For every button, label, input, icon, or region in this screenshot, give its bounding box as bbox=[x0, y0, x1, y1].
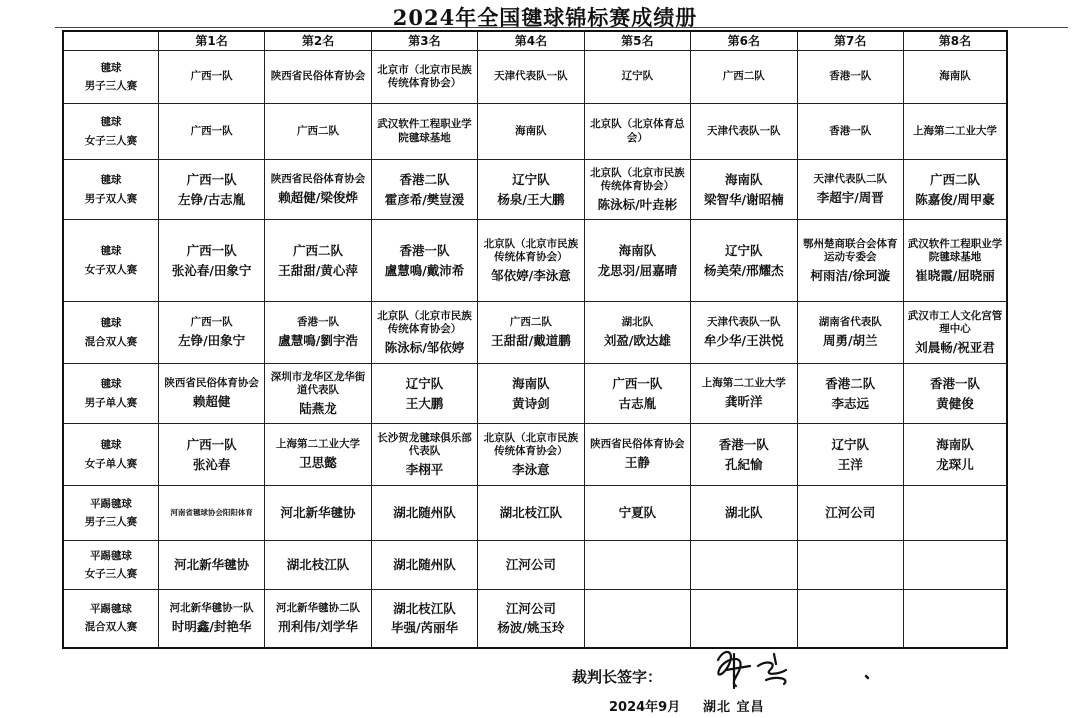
top-rule bbox=[55, 27, 1068, 28]
event-cell bbox=[63, 220, 158, 302]
player-names: 盧慧鳴/戴沛希 bbox=[384, 262, 465, 278]
team-name: 北京队（北京体育总会） bbox=[590, 118, 685, 144]
team-name: 上海第二工业大学 bbox=[276, 438, 361, 451]
result-cell bbox=[478, 424, 584, 486]
team-name: 湖北队 bbox=[621, 316, 654, 329]
event-cell bbox=[63, 302, 158, 364]
event-label: 平踢毽球 bbox=[89, 497, 132, 510]
player-names: 杨波/姚玉玲 bbox=[497, 620, 565, 636]
player-names: 霍彦希/樊豈湲 bbox=[384, 191, 465, 207]
result-cell bbox=[158, 104, 264, 160]
team-name: 北京市（北京市民族传统体育协会） bbox=[377, 63, 472, 89]
team-name: 长沙贺龙毽球俱乐部代表队 bbox=[377, 431, 472, 457]
player-names: 王甜甜/黄心萍 bbox=[278, 262, 358, 278]
team-name: 海南队 bbox=[939, 70, 971, 83]
result-cell bbox=[158, 590, 264, 648]
event-cell bbox=[63, 160, 158, 220]
result-cell bbox=[265, 541, 371, 590]
player-names: 陈泳标/叶垚彬 bbox=[597, 196, 678, 212]
team-name: 上海第二工业大学 bbox=[701, 377, 786, 390]
player-names: 毕强/芮丽华 bbox=[390, 620, 459, 636]
team-name: 广西二队 bbox=[509, 316, 552, 329]
header-cell bbox=[63, 31, 158, 51]
team-name: 江河公司 bbox=[825, 505, 876, 521]
team-name: 海南队 bbox=[512, 375, 550, 391]
player-names: 赖超健/梁俊烨 bbox=[278, 190, 358, 206]
team-name: 海南队 bbox=[618, 242, 657, 258]
event-label: 女子单人赛 bbox=[84, 457, 138, 470]
result-cell bbox=[265, 302, 371, 364]
header-row bbox=[63, 31, 1007, 51]
result-cell bbox=[584, 364, 690, 424]
team-name: 宁夏队 bbox=[618, 505, 657, 521]
team-name: 香港一队 bbox=[399, 242, 450, 258]
player-names: 邹依婷/李泳意 bbox=[491, 267, 571, 283]
header-cell: 第7名 bbox=[797, 31, 903, 51]
player-names: 龙思羽/屈嘉晴 bbox=[597, 262, 678, 278]
team-name: 湖南省代表队 bbox=[818, 316, 882, 329]
result-cell bbox=[584, 424, 690, 486]
result-cell bbox=[478, 486, 584, 541]
team-name: 湖北枝江队 bbox=[286, 557, 350, 573]
event-label: 男子单人赛 bbox=[84, 396, 138, 409]
player-names: 张沁春 bbox=[192, 456, 231, 472]
result-cell bbox=[797, 220, 903, 302]
event-label: 女子三人赛 bbox=[84, 568, 138, 580]
player-names: 赖超健 bbox=[192, 394, 231, 410]
team-name: 深圳市龙华区龙华街道代表队 bbox=[270, 370, 366, 396]
player-names: 柯雨洁/徐珂漩 bbox=[810, 267, 891, 283]
result-cell bbox=[371, 302, 477, 364]
result-cell bbox=[584, 302, 690, 364]
team-name: 江河公司 bbox=[505, 557, 556, 573]
player-names: 龚昕洋 bbox=[725, 394, 763, 410]
event-label: 女子双人赛 bbox=[84, 263, 138, 276]
team-name: 武汉市工人文化宫管理中心 bbox=[907, 309, 1003, 335]
team-name: 湖北随州队 bbox=[393, 557, 456, 573]
result-cell bbox=[371, 590, 477, 648]
team-name: 天津代表队一队 bbox=[494, 70, 568, 83]
player-names: 杨泉/王大鹏 bbox=[497, 191, 565, 207]
team-name: 香港二队 bbox=[399, 171, 450, 187]
header-cell: 第6名 bbox=[691, 31, 797, 51]
player-names: 龙琛儿 bbox=[936, 456, 974, 472]
header-cell: 第8名 bbox=[903, 31, 1007, 51]
player-names: 杨美荣/邢耀杰 bbox=[704, 262, 784, 278]
result-cell bbox=[691, 160, 797, 220]
event-cell bbox=[63, 486, 158, 541]
result-cell bbox=[478, 104, 584, 160]
result-cell bbox=[158, 160, 264, 220]
team-name: 湖北枝江队 bbox=[393, 600, 456, 616]
result-cell bbox=[797, 364, 903, 424]
result-cell bbox=[903, 486, 1007, 541]
team-name: 香港一队 bbox=[297, 316, 340, 329]
table-row bbox=[63, 160, 1007, 220]
result-cell bbox=[691, 486, 797, 541]
team-name: 广西一队 bbox=[186, 171, 237, 187]
event-cell bbox=[63, 541, 158, 590]
result-cell bbox=[371, 160, 477, 220]
event-label: 混合双人赛 bbox=[84, 335, 138, 348]
event-cell bbox=[63, 104, 158, 160]
result-cell bbox=[691, 51, 797, 104]
team-name: 广西二队 bbox=[722, 70, 765, 83]
header-cell: 第5名 bbox=[584, 31, 690, 51]
team-name: 湖北队 bbox=[725, 505, 763, 521]
result-cell bbox=[797, 541, 903, 590]
event-label: 男子三人赛 bbox=[84, 80, 138, 92]
team-name: 香港二队 bbox=[825, 375, 876, 391]
result-cell bbox=[797, 590, 903, 648]
result-cell bbox=[691, 541, 797, 590]
player-names: 李志远 bbox=[831, 395, 869, 411]
result-cell bbox=[903, 590, 1007, 648]
event-label: 混合双人赛 bbox=[84, 621, 138, 634]
result-cell bbox=[158, 364, 264, 424]
result-cell bbox=[903, 220, 1007, 302]
result-cell bbox=[371, 51, 477, 104]
team-name: 河南省毽球协会阳阳体育 bbox=[170, 508, 253, 518]
team-name: 辽宁队 bbox=[831, 436, 869, 452]
player-names: 王大鹏 bbox=[405, 395, 444, 411]
page-title: 2024年全国毽球锦标赛成绩册 bbox=[392, 5, 698, 30]
event-label: 毽球 bbox=[100, 439, 122, 452]
table-row bbox=[63, 220, 1007, 302]
player-names: 黄健俊 bbox=[936, 395, 974, 411]
team-name: 武汉软件工程职业学院毽球基地 bbox=[907, 237, 1003, 263]
event-label: 平踢毽球 bbox=[89, 549, 132, 562]
event-label: 女子三人赛 bbox=[84, 134, 138, 147]
player-names: 左铮/田象宁 bbox=[178, 333, 246, 349]
team-name: 天津代表队二队 bbox=[813, 173, 887, 186]
event-label: 男子三人赛 bbox=[84, 516, 138, 528]
result-cell bbox=[478, 302, 584, 364]
result-cell bbox=[478, 590, 584, 648]
referee-signature bbox=[700, 640, 900, 696]
player-names: 张沁春/田象宁 bbox=[171, 262, 252, 278]
event-label: 毽球 bbox=[100, 174, 122, 187]
result-cell bbox=[584, 541, 690, 590]
result-cell bbox=[584, 104, 690, 160]
result-cell bbox=[265, 364, 371, 424]
result-cell bbox=[584, 486, 690, 541]
result-cell bbox=[371, 541, 477, 590]
result-cell bbox=[478, 51, 584, 104]
result-cell bbox=[797, 486, 903, 541]
player-names: 王甜甜/戴道鹏 bbox=[491, 333, 571, 349]
event-label: 毽球 bbox=[100, 378, 122, 391]
result-cell bbox=[478, 541, 584, 590]
event-cell bbox=[63, 364, 158, 424]
event-cell bbox=[63, 424, 158, 486]
result-cell bbox=[158, 220, 264, 302]
team-name: 香港一队 bbox=[929, 375, 980, 391]
result-cell bbox=[903, 302, 1007, 364]
team-name: 河北新华毽协 bbox=[174, 557, 250, 573]
team-name: 鄂州楚商联合会体育运动专委会 bbox=[802, 237, 898, 263]
event-label: 毽球 bbox=[100, 245, 122, 258]
team-name: 广西一队 bbox=[612, 375, 663, 391]
table-row bbox=[63, 424, 1007, 486]
player-names: 牟少华/王洪悦 bbox=[704, 333, 784, 349]
table-row bbox=[63, 51, 1007, 104]
result-cell bbox=[691, 104, 797, 160]
event-label: 平踢毽球 bbox=[89, 602, 132, 615]
result-cell bbox=[691, 302, 797, 364]
result-cell bbox=[265, 220, 371, 302]
event-label: 毽球 bbox=[100, 317, 122, 330]
result-cell bbox=[903, 104, 1007, 160]
table-row bbox=[63, 364, 1007, 424]
result-cell bbox=[371, 364, 477, 424]
event-label: 毽球 bbox=[100, 116, 122, 129]
result-cell bbox=[265, 486, 371, 541]
player-names: 李泳意 bbox=[512, 461, 550, 477]
result-cell bbox=[158, 486, 264, 541]
player-names: 陈嘉俊/周甲豪 bbox=[915, 191, 995, 207]
table-row bbox=[63, 486, 1007, 541]
result-cell bbox=[158, 424, 264, 486]
team-name: 北京队（北京市民族传统体育协会） bbox=[483, 237, 579, 263]
result-cell bbox=[478, 160, 584, 220]
result-cell bbox=[158, 51, 264, 104]
result-cell bbox=[903, 541, 1007, 590]
result-cell bbox=[797, 160, 903, 220]
player-names: 陆燕龙 bbox=[299, 400, 337, 416]
result-cell bbox=[691, 424, 797, 486]
team-name: 北京队（北京市民族传统体育协会） bbox=[377, 309, 472, 335]
result-cell bbox=[797, 104, 903, 160]
team-name: 辽宁队 bbox=[512, 171, 550, 187]
team-name: 陕西省民俗体育协会 bbox=[270, 70, 366, 83]
result-cell bbox=[584, 51, 690, 104]
header-cell: 第4名 bbox=[478, 31, 584, 51]
table-row bbox=[63, 590, 1007, 648]
result-cell bbox=[797, 51, 903, 104]
event-cell bbox=[63, 51, 158, 104]
player-names: 李超宇/周晋 bbox=[816, 190, 884, 206]
result-cell bbox=[371, 220, 477, 302]
team-name: 北京队（北京市民族传统体育协会） bbox=[483, 431, 579, 457]
team-name: 辽宁队 bbox=[621, 70, 654, 83]
player-names: 刘晨畅/祝亚君 bbox=[915, 339, 995, 355]
player-names: 李栩平 bbox=[405, 461, 444, 477]
team-name: 江河公司 bbox=[505, 600, 556, 616]
result-cell bbox=[265, 104, 371, 160]
team-name: 香港一队 bbox=[829, 70, 872, 83]
player-names: 卫思懿 bbox=[299, 455, 337, 471]
player-names: 左铮/古志胤 bbox=[178, 191, 246, 207]
team-name: 广西一队 bbox=[186, 242, 237, 258]
result-cell bbox=[478, 364, 584, 424]
team-name: 陕西省民俗体育协会 bbox=[270, 173, 366, 186]
event-label: 男子双人赛 bbox=[84, 192, 138, 205]
result-cell bbox=[371, 104, 477, 160]
team-name: 广西一队 bbox=[190, 316, 233, 329]
team-name: 武汉软件工程职业学院毽球基地 bbox=[377, 118, 472, 144]
team-name: 天津代表队一队 bbox=[707, 124, 781, 137]
team-name: 河北新华毽协 bbox=[280, 505, 356, 521]
team-name: 海南队 bbox=[936, 436, 974, 452]
result-cell bbox=[691, 364, 797, 424]
team-name: 广西二队 bbox=[929, 171, 980, 187]
result-cell bbox=[371, 424, 477, 486]
table-row bbox=[63, 104, 1007, 160]
results-table bbox=[62, 30, 1008, 649]
player-names: 陈泳标/邹依婷 bbox=[384, 339, 465, 355]
player-names: 刘盈/欧达雄 bbox=[603, 333, 671, 349]
team-name: 北京队（北京市民族传统体育协会） bbox=[590, 166, 685, 192]
result-cell bbox=[903, 51, 1007, 104]
result-cell bbox=[691, 590, 797, 648]
table-row bbox=[63, 302, 1007, 364]
table-row bbox=[63, 541, 1007, 590]
team-name: 湖北枝江队 bbox=[499, 505, 563, 521]
result-cell bbox=[158, 541, 264, 590]
team-name: 海南队 bbox=[725, 171, 763, 187]
team-name: 香港一队 bbox=[829, 124, 872, 137]
team-name: 广西一队 bbox=[190, 124, 233, 137]
player-names: 刑利伟/刘学华 bbox=[278, 619, 358, 634]
event-label: 毽球 bbox=[100, 61, 122, 74]
player-names: 梁智华/谢昭楠 bbox=[704, 191, 784, 207]
player-names: 时明鑫/封艳华 bbox=[171, 619, 252, 634]
team-name: 河北新华毽协一队 bbox=[169, 601, 254, 614]
team-name: 海南队 bbox=[515, 124, 547, 137]
team-name: 上海第二工业大学 bbox=[912, 124, 997, 137]
result-cell bbox=[265, 590, 371, 648]
result-cell bbox=[797, 424, 903, 486]
player-names: 王静 bbox=[624, 455, 650, 471]
player-names: 周勇/胡兰 bbox=[822, 333, 878, 349]
player-names: 古志胤 bbox=[618, 395, 657, 411]
referee-sign-label: 裁判长签字： bbox=[572, 668, 663, 686]
team-name: 辽宁队 bbox=[725, 242, 763, 258]
player-names: 盧慧鳴/劉宇浩 bbox=[278, 333, 358, 349]
result-cell bbox=[903, 364, 1007, 424]
result-cell bbox=[797, 302, 903, 364]
player-names: 王洋 bbox=[837, 456, 863, 472]
team-name: 香港一队 bbox=[718, 436, 769, 452]
team-name: 广西二队 bbox=[293, 242, 344, 258]
team-name: 广西二队 bbox=[297, 124, 340, 137]
event-cell bbox=[63, 590, 158, 648]
result-cell bbox=[371, 486, 477, 541]
team-name: 湖北随州队 bbox=[393, 505, 456, 521]
player-names: 孔紀愉 bbox=[725, 456, 763, 472]
result-cell bbox=[478, 220, 584, 302]
player-names: 黄诗剑 bbox=[512, 395, 550, 411]
footer-date: 2024年9月 bbox=[609, 700, 681, 715]
team-name: 陕西省民俗体育协会 bbox=[164, 377, 259, 390]
header-cell: 第2名 bbox=[265, 31, 371, 51]
result-cell bbox=[584, 220, 690, 302]
team-name: 河北新华毽协二队 bbox=[276, 601, 361, 614]
team-name: 辽宁队 bbox=[405, 375, 444, 391]
header-cell: 第3名 bbox=[371, 31, 477, 51]
team-name: 广西一队 bbox=[190, 70, 233, 83]
result-cell bbox=[691, 220, 797, 302]
result-cell bbox=[903, 424, 1007, 486]
team-name: 陕西省民俗体育协会 bbox=[590, 438, 685, 451]
team-name: 天津代表队一队 bbox=[707, 316, 781, 329]
footer-place: 湖北 宜昌 bbox=[703, 700, 765, 715]
team-name: 广西一队 bbox=[186, 436, 237, 452]
result-cell bbox=[265, 51, 371, 104]
result-cell bbox=[265, 424, 371, 486]
result-cell bbox=[158, 302, 264, 364]
result-cell bbox=[584, 590, 690, 648]
result-cell bbox=[265, 160, 371, 220]
header-cell: 第1名 bbox=[158, 31, 264, 51]
result-cell bbox=[584, 160, 690, 220]
result-cell bbox=[903, 160, 1007, 220]
player-names: 崔晓霞/屈晓丽 bbox=[915, 267, 995, 283]
